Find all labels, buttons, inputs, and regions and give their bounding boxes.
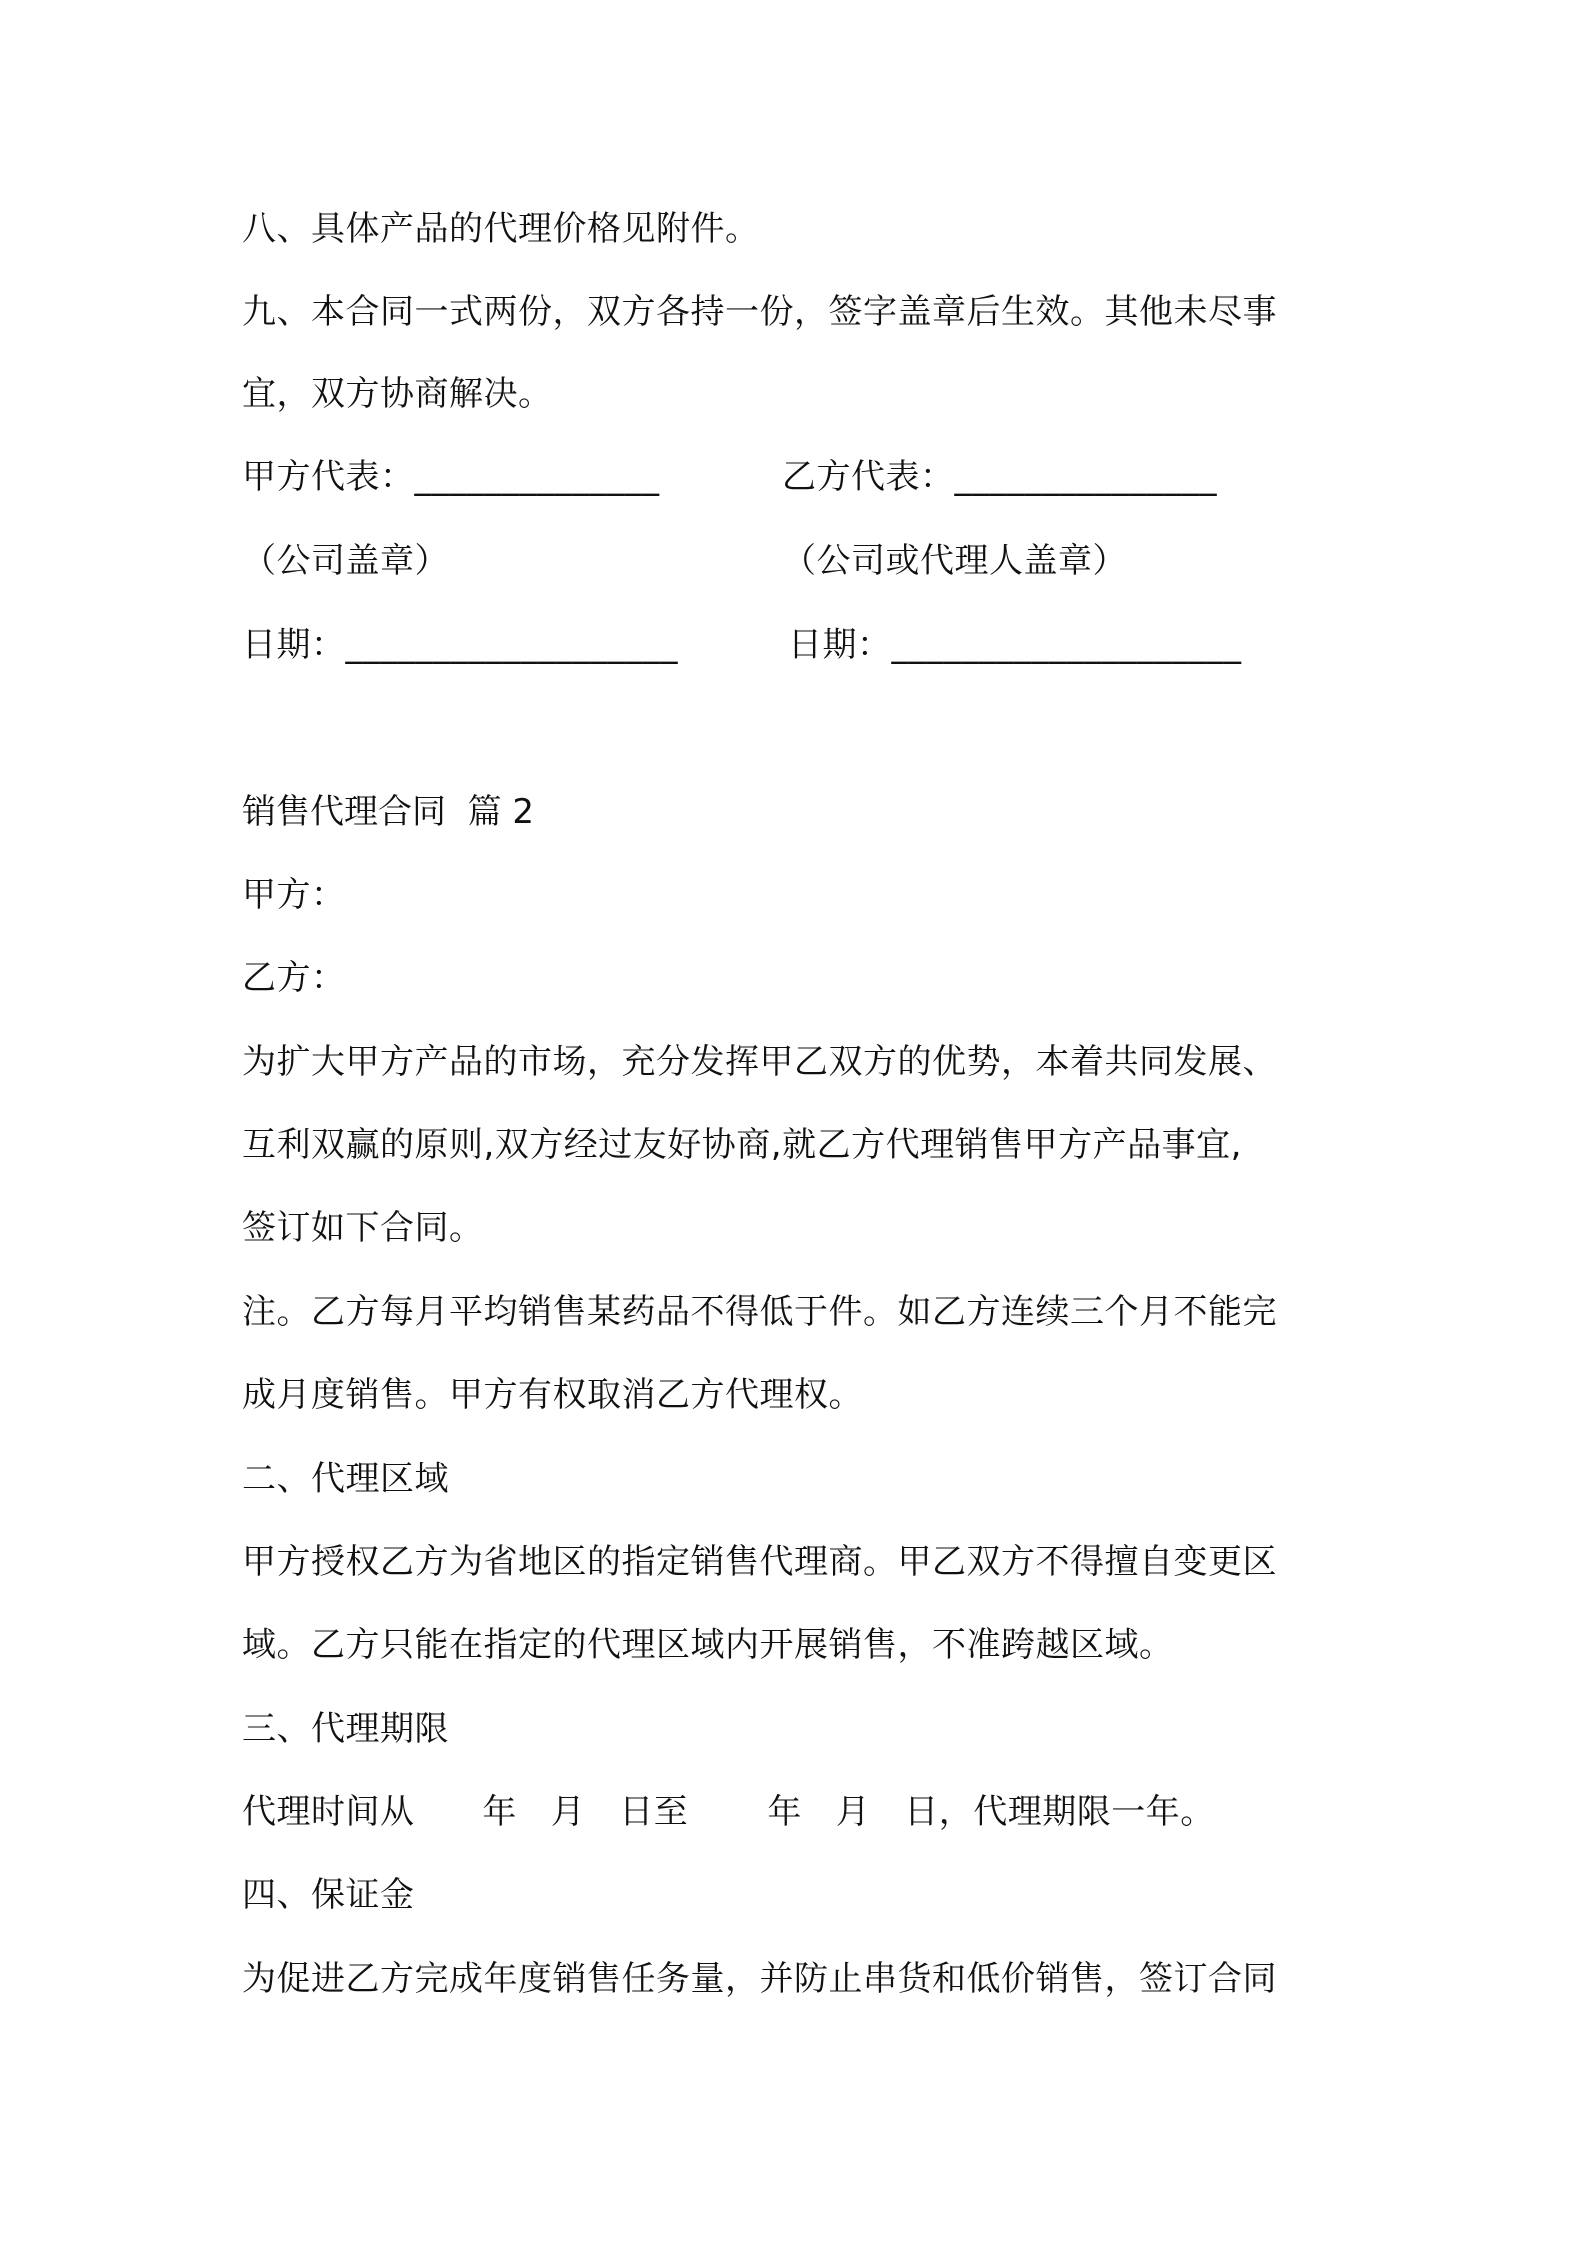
clause-2-line-2: 域。乙方只能在指定的代理区域内开展销售，不准跨越区域。	[242, 1625, 1174, 1665]
item-8: 八、具体产品的代理价格见附件。	[242, 209, 760, 249]
section-2-title: 销售代理合同 篇 2	[242, 792, 535, 832]
clause-4-line-1: 为促进乙方完成年度销售任务量，并防止串货和低价销售，签订合同	[242, 1959, 1277, 1999]
party-a-seal: （公司盖章）	[242, 541, 449, 581]
intro-line-1: 为扩大甲方产品的市场，充分发挥甲乙双方的优势，本着共同发展、	[242, 1042, 1277, 1082]
clause-2-line-1: 甲方授权乙方为省地区的指定销售代理商。甲乙双方不得擅自变更区	[242, 1542, 1277, 1582]
party-a-date: 日期：___________________	[242, 625, 678, 665]
note-line-1: 注。乙方每月平均销售某药品不得低于件。如乙方连续三个月不能完	[242, 1292, 1277, 1332]
party-b-seal: （公司或代理人盖章）	[782, 541, 1127, 581]
intro-line-2: 互利双赢的原则,双方经过友好协商,就乙方代理销售甲方产品事宜,	[242, 1125, 1242, 1165]
clause-3-line-1: 代理时间从 年 月 日至 年 月 日，代理期限一年。	[242, 1792, 1215, 1832]
party-a-representative: 甲方代表：______________	[242, 457, 660, 497]
clause-2-title: 二、代理区域	[242, 1459, 449, 1499]
note-line-2: 成月度销售。甲方有权取消乙方代理权。	[242, 1375, 863, 1415]
clause-3-title: 三、代理期限	[242, 1709, 449, 1749]
party-b-representative: 乙方代表：_______________	[782, 457, 1217, 497]
intro-line-3: 签订如下合同。	[242, 1208, 484, 1248]
party-a-label: 甲方：	[242, 875, 346, 915]
party-b-label: 乙方：	[242, 958, 346, 998]
item-9-line-2: 宜，双方协商解决。	[242, 374, 553, 414]
party-b-date: 日期：____________________	[788, 625, 1242, 665]
item-9-line-1: 九、本合同一式两份，双方各持一份，签字盖章后生效。其他未尽事	[242, 292, 1277, 332]
clause-4-title: 四、保证金	[242, 1875, 415, 1915]
